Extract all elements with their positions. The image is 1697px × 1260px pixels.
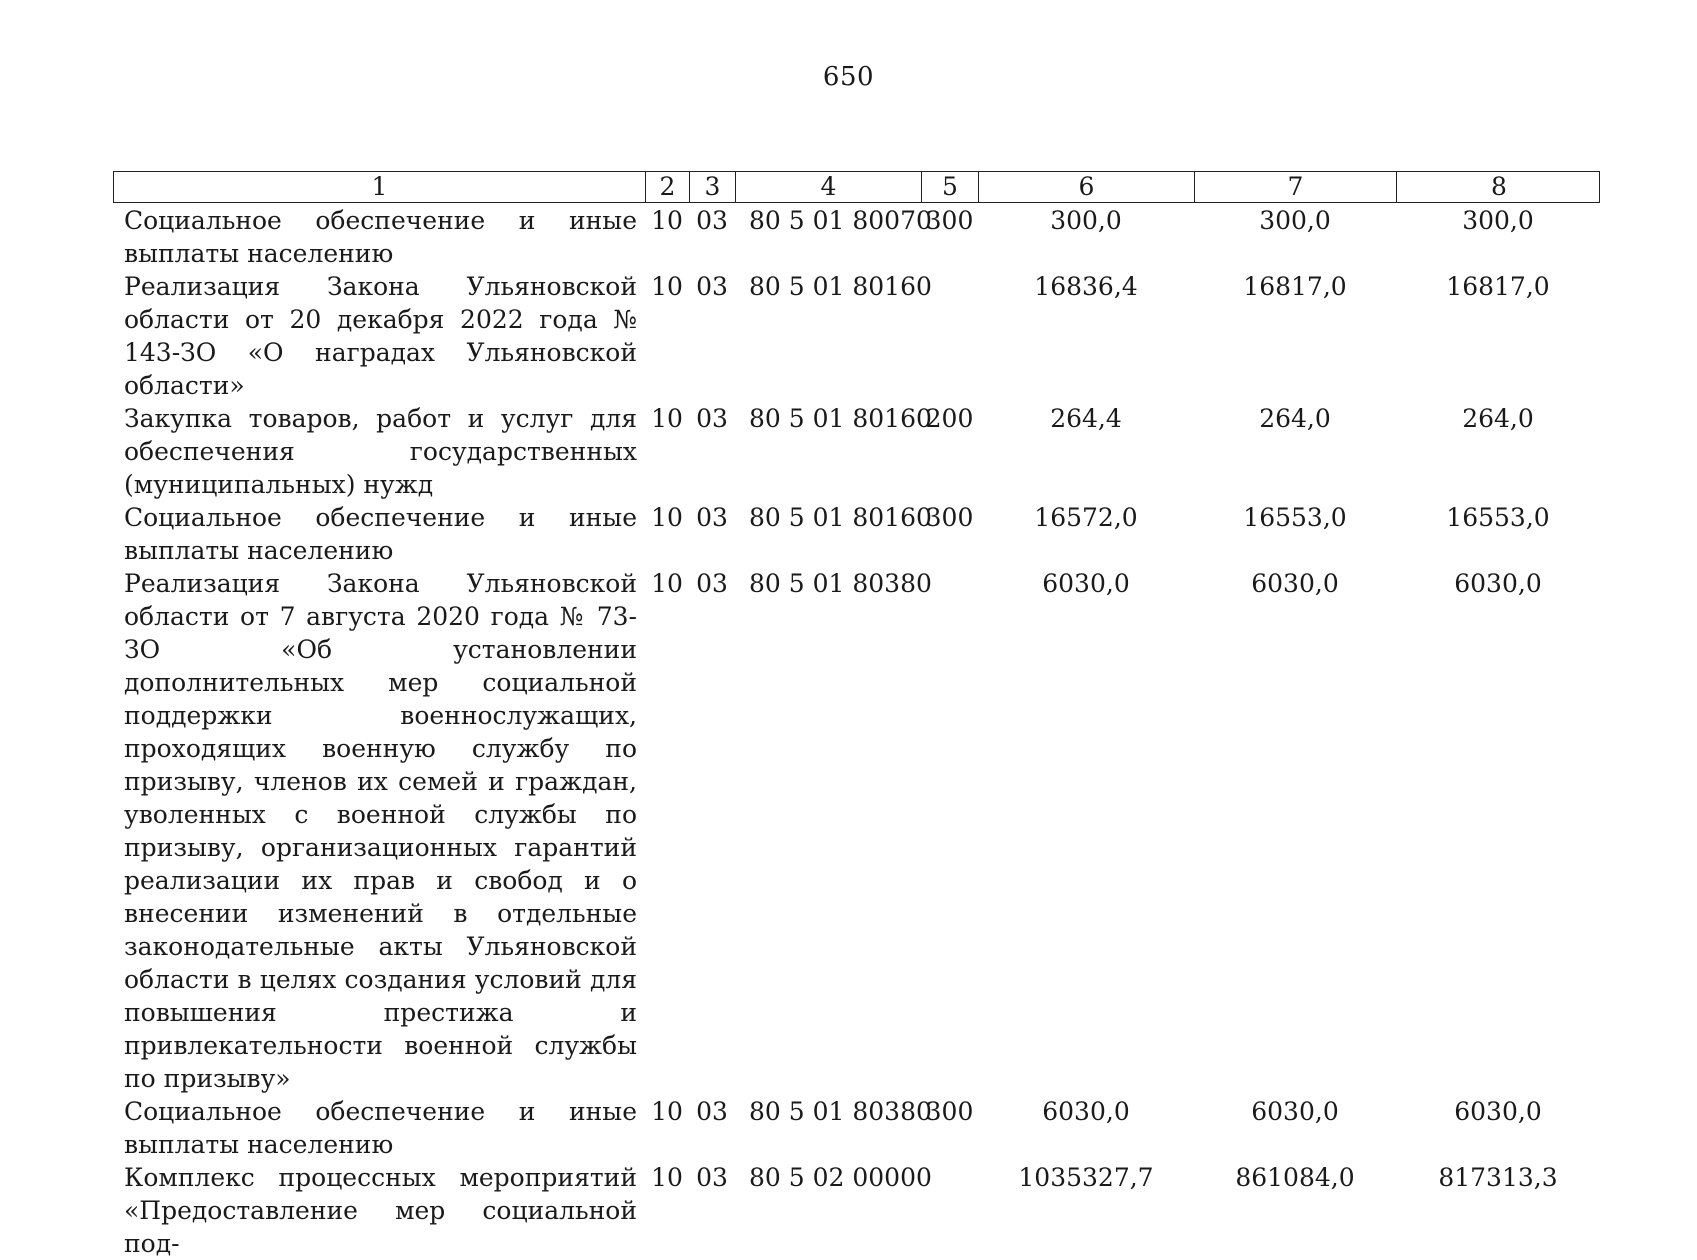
page-number: 650	[822, 62, 875, 92]
row-col-5	[921, 270, 978, 402]
row-col-5: 300	[925, 503, 974, 532]
row-col-4: 80 5 01 80380	[749, 1097, 932, 1126]
table-row	[113, 1095, 1600, 1161]
row-col-6: 16836,4	[1034, 272, 1138, 301]
row-col-3: 03	[696, 206, 728, 235]
row-col-4: 80 5 01 80160	[749, 503, 932, 532]
row-col-2: 10	[651, 503, 683, 532]
row-col-2: 10	[651, 1163, 683, 1192]
row-col-8: 16553,0	[1446, 503, 1550, 532]
row-col-3: 03	[696, 503, 728, 532]
header-col-8: 8	[1491, 172, 1507, 201]
header-col-4: 4	[736, 172, 922, 202]
row-col-7: 16817,0	[1243, 272, 1347, 301]
row-col-8: 264,0	[1462, 404, 1534, 433]
table-body	[113, 204, 1600, 1260]
table-row	[113, 402, 1600, 501]
row-col-3: 03	[696, 1163, 728, 1192]
header-col-6: 6	[979, 172, 1195, 202]
row-col-5	[921, 1161, 978, 1260]
row-description: Реализация Закона Ульяновской области от 7 августа 2020 года № 73-ЗО «Об установлении дополнительных мер социальной поддержки военнослужащих, проходящих военную службу по призыву, членов их семей и граждан, уволенных с военной службы по призыву, организационных гарантий реализации их прав и свобод и о внесении изменений в отдельные законодательные акты Ульяновской области в целях создания условий для повышения престижа и привлекательности военной службы по призыву»	[124, 569, 637, 1093]
row-col-7: 6030,0	[1251, 1097, 1339, 1126]
table-row	[113, 204, 1600, 270]
row-col-6: 300,0	[1050, 206, 1122, 235]
row-col-7: 6030,0	[1251, 569, 1339, 598]
row-col-3: 03	[696, 569, 728, 598]
row-col-5: 300	[925, 1097, 974, 1126]
row-description: Реализация Закона Ульяновской области от 20 декабря 2022 года № 143-ЗО «О наградах Ульяновской области»	[124, 272, 637, 400]
row-col-5: 300	[925, 206, 974, 235]
row-description: Закупка товаров, работ и услуг для обеспечения государственных (муниципальных) нужд	[124, 404, 637, 499]
row-col-4: 80 5 01 80070	[749, 206, 932, 235]
row-col-8: 817313,3	[1438, 1163, 1558, 1192]
row-col-2: 10	[651, 206, 683, 235]
row-col-3: 03	[696, 404, 728, 433]
table-row	[113, 270, 1600, 402]
row-col-7: 861084,0	[1235, 1163, 1355, 1192]
header-col-1: 1	[114, 172, 646, 202]
row-col-5	[921, 567, 978, 1095]
table-row	[113, 501, 1600, 567]
row-col-8: 16817,0	[1446, 272, 1550, 301]
row-col-6: 1035327,7	[1018, 1163, 1154, 1192]
row-col-5: 200	[925, 404, 974, 433]
row-col-2: 10	[651, 1097, 683, 1126]
row-col-8: 6030,0	[1454, 1097, 1542, 1126]
row-col-2: 10	[651, 569, 683, 598]
row-col-6: 6030,0	[1042, 569, 1130, 598]
row-col-7: 264,0	[1259, 404, 1331, 433]
header-col-7: 7	[1195, 172, 1397, 202]
table-row	[113, 1161, 1600, 1260]
row-col-6: 264,4	[1050, 404, 1122, 433]
row-col-8: 300,0	[1462, 206, 1534, 235]
header-col-5: 5	[922, 172, 979, 202]
row-col-6: 16572,0	[1034, 503, 1138, 532]
row-col-7: 300,0	[1259, 206, 1331, 235]
row-description: Социальное обеспечение и иные выплаты населению	[124, 1097, 637, 1159]
row-description: Социальное обеспечение и иные выплаты населению	[124, 503, 637, 565]
row-col-3: 03	[696, 272, 728, 301]
table-header	[113, 171, 1600, 203]
row-col-4: 80 5 01 80380	[749, 569, 932, 598]
row-description: Социальное обеспечение и иные выплаты населению	[124, 206, 637, 268]
header-col-3: 3	[690, 172, 736, 202]
row-col-4: 80 5 01 80160	[749, 404, 932, 433]
row-col-2: 10	[651, 272, 683, 301]
row-col-8: 6030,0	[1454, 569, 1542, 598]
header-col-2: 2	[646, 172, 690, 202]
row-description: Комплекс процессных мероприятий «Предоставление мер социальной под-	[124, 1163, 637, 1258]
row-col-7: 16553,0	[1243, 503, 1347, 532]
row-col-6: 6030,0	[1042, 1097, 1130, 1126]
row-col-4: 80 5 02 00000	[749, 1163, 932, 1192]
row-col-2: 10	[651, 404, 683, 433]
row-col-4: 80 5 01 80160	[749, 272, 932, 301]
table-row	[113, 567, 1600, 1095]
row-col-3: 03	[696, 1097, 728, 1126]
